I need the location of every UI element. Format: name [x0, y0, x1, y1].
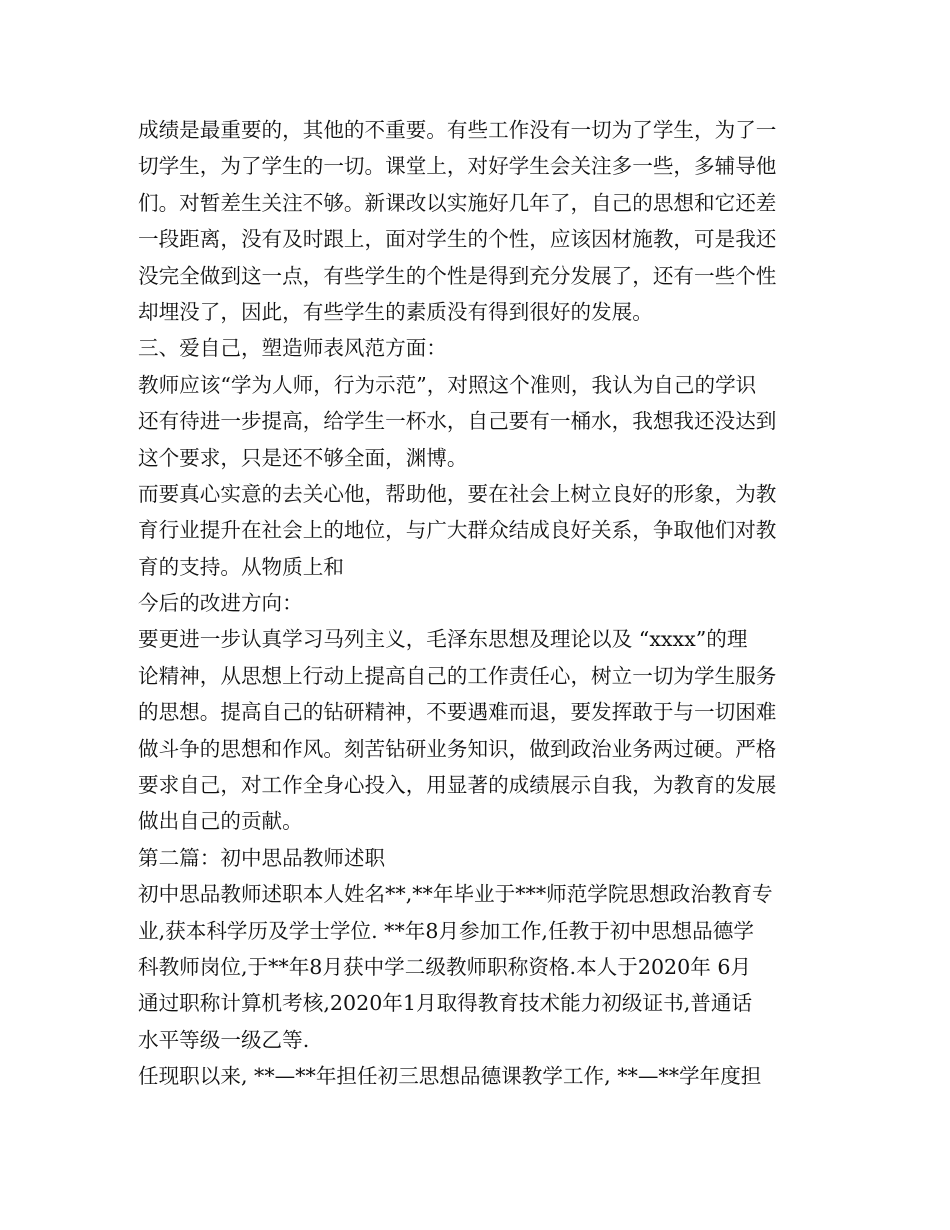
section-heading: 第二篇：初中思品教师述职 — [138, 845, 386, 870]
text-line: 要更进一步认真学习马列主义，毛泽东思想及理论以及 “xxxx”的理 — [138, 627, 748, 652]
text-line: 切学生，为了学生的一切。课堂上，对好学生会关注多一些，多辅导他 — [138, 154, 777, 179]
text-line: 育行业提升在社会上的地位，与广大群众结成良好关系，争取他们对教 — [138, 518, 777, 543]
section-heading: 三、爱自己，塑造师表风范方面： — [138, 336, 447, 361]
text-line: 成绩是最重要的，其他的不重要。有些工作没有一切为了学生，为了一 — [138, 118, 777, 142]
text-line: 业,获本科学历及学士学位. **年8月参加工作,任教于初中思想品德学 — [138, 918, 754, 943]
text-line: 论精神，从思想上行动上提高自己的工作责任心，树立一切为学生服务 — [138, 663, 777, 688]
text-line: 的思想。提高自己的钻研精神，不要遇难而退，要发挥敢于与一切困难 — [138, 700, 777, 725]
text-line: 没完全做到这一点，有些学生的个性是得到充分发展了，还有一些个性 — [138, 263, 777, 288]
text-line: 还有待进一步提高，给学生一杯水，自己要有一桶水，我想我还没达到 — [138, 409, 777, 434]
text-line: 育的支持。从物质上和 — [138, 554, 344, 579]
text-line: 任现职以来, **—**年担任初三思想品德课教学工作, **—**学年度担 — [138, 1064, 762, 1089]
text-line: 教师应该“学为人师，行为示范”，对照这个准则，我认为自己的学识 — [138, 372, 757, 397]
text-line: 做斗争的思想和作风。刻苦钻研业务知识，做到政治业务两过硬。严格 — [138, 736, 777, 761]
section-heading: 今后的改进方向： — [138, 591, 303, 616]
text-line: 做出自己的贡献。 — [138, 809, 303, 834]
text-line: 通过职称计算机考核,2020年1月取得教育技术能力初级证书,普通话 — [138, 991, 753, 1016]
text-line: 一段距离，没有及时跟上，面对学生的个性，应该因材施教，可是我还 — [138, 227, 777, 252]
text-line: 这个要求，只是还不够全面，渊博。 — [138, 445, 468, 470]
text-line: 们。对暂差生关注不够。新课改以实施好几年了，自己的思想和它还差 — [138, 190, 777, 215]
text-line: 却埋没了，因此，有些学生的素质没有得到很好的发展。 — [138, 299, 653, 324]
text-line: 水平等级一级乙等. — [138, 1027, 310, 1052]
text-line: 初中思品教师述职本人姓名**,**年毕业于***师范学院思想政治教育专 — [138, 882, 773, 907]
text-line: 而要真心实意的去关心他，帮助他，要在社会上树立良好的形象，为教 — [138, 481, 777, 506]
text-line: 要求自己，对工作全身心投入，用显著的成绩展示自我，为教育的发展 — [138, 773, 777, 798]
document-body — [138, 112, 818, 1095]
text-line: 科教师岗位,于**年8月获中学二级教师职称资格.本人于2020年 6月 — [138, 954, 752, 979]
